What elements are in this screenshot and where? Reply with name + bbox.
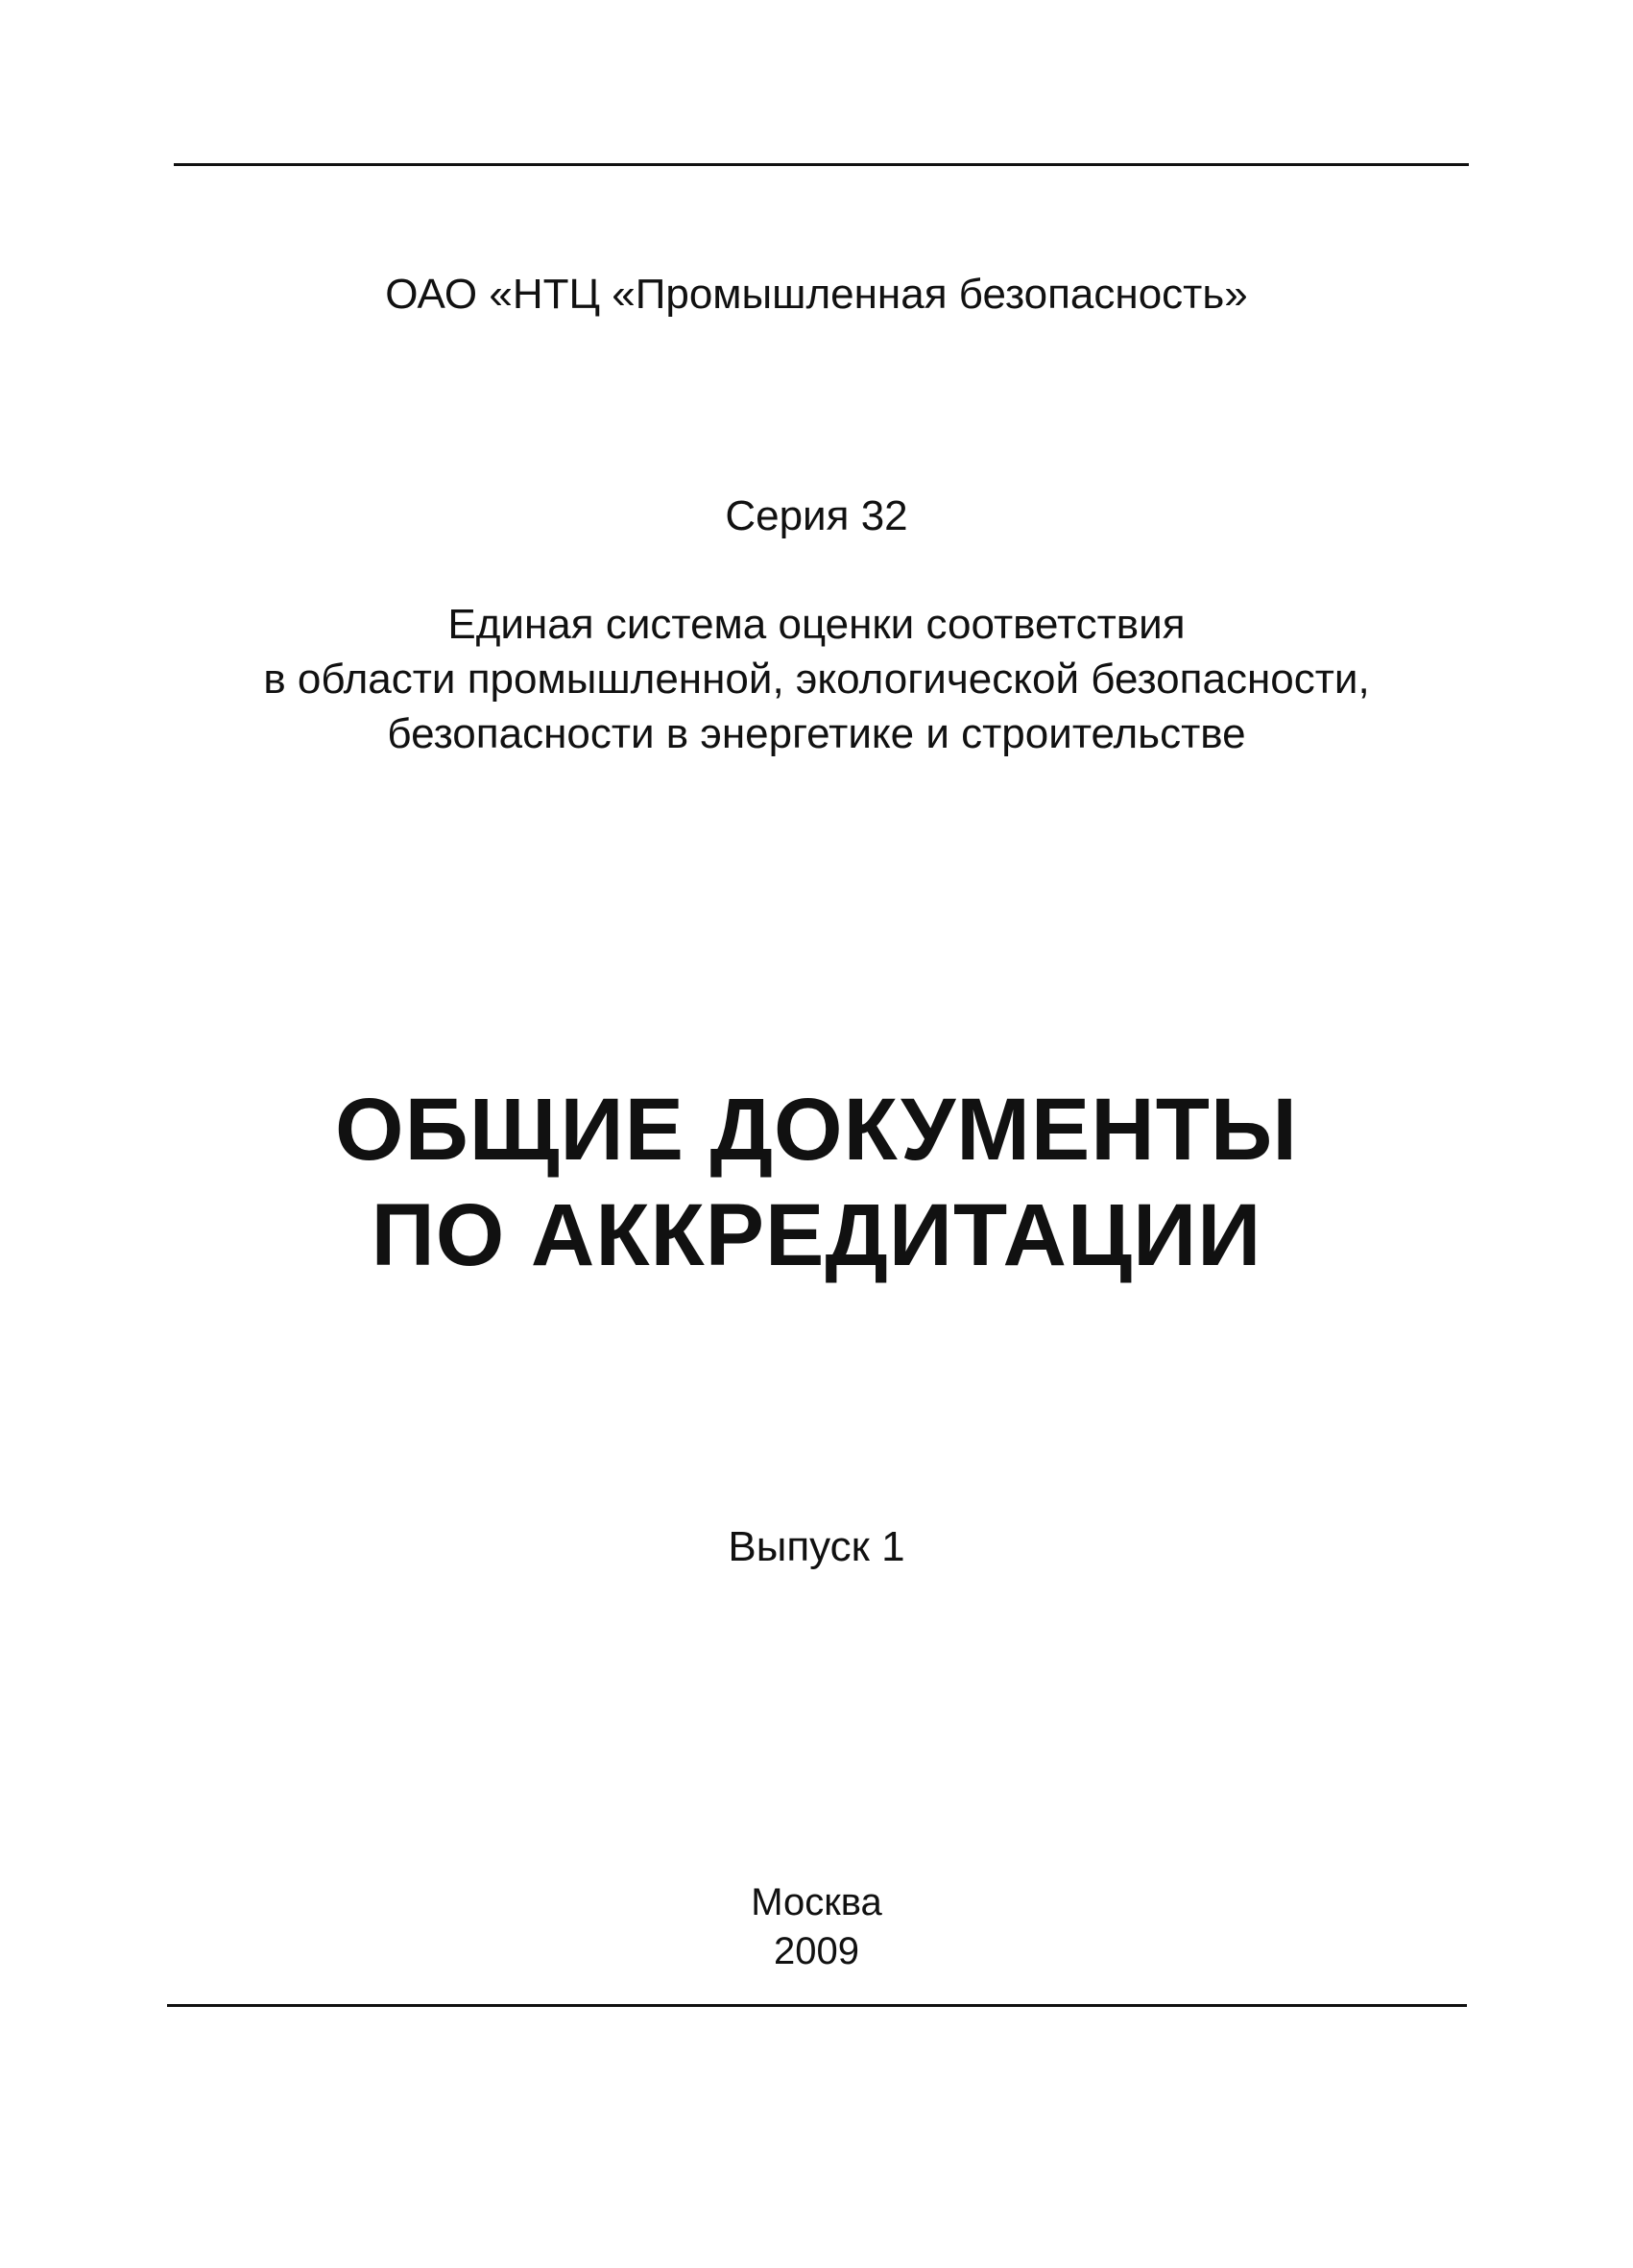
bottom-rule (167, 2004, 1467, 2007)
system-description-line: в области промышленной, экологической безопасности, (263, 656, 1370, 703)
system-description-line: безопасности в энергетике и строительстве (387, 710, 1246, 757)
document-title-line: ОБЩИЕ ДОКУМЕНТЫ (335, 1081, 1298, 1179)
series-label: Серия 32 (725, 492, 908, 539)
document-title-line: ПО АККРЕДИТАЦИИ (371, 1186, 1262, 1284)
city-label: Москва (751, 1881, 882, 1923)
issue-label: Выпуск 1 (728, 1523, 905, 1570)
system-description-line: Единая система оценки соответствия (447, 601, 1186, 648)
top-rule (174, 163, 1469, 166)
year-label: 2009 (774, 1930, 859, 1972)
system-description (0, 597, 1633, 761)
document-title (0, 1077, 1633, 1288)
publisher-name: ОАО «НТЦ «Промышленная безопасность» (385, 271, 1248, 318)
